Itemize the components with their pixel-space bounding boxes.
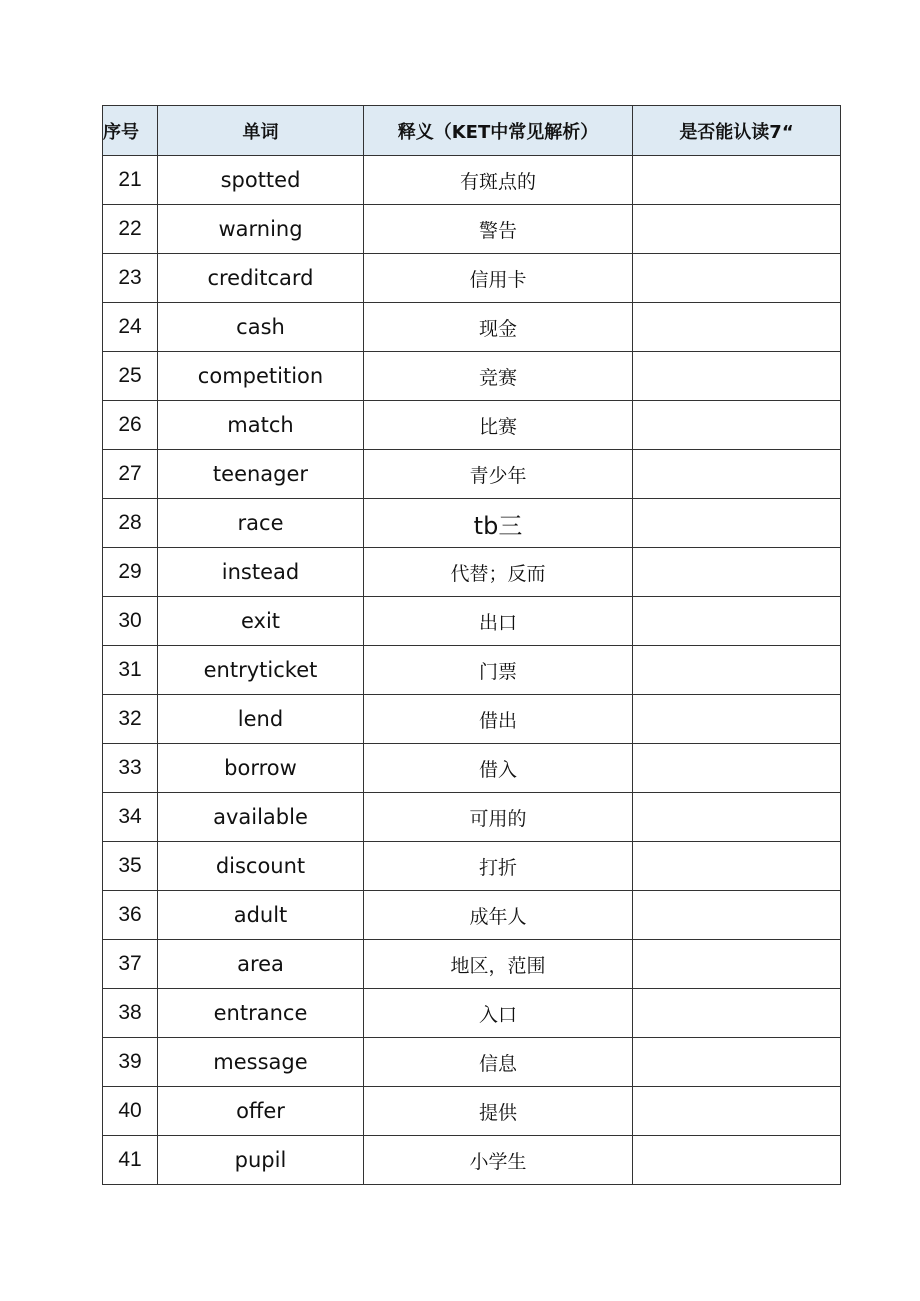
row-meaning: 比赛	[364, 401, 633, 450]
row-can-read-cell[interactable]	[633, 303, 841, 352]
row-word: message	[158, 1038, 364, 1087]
row-number: 39	[103, 1038, 158, 1087]
row-can-read-cell[interactable]	[633, 450, 841, 499]
table-body	[103, 156, 841, 1185]
row-word: borrow	[158, 744, 364, 793]
row-word: entryticket	[158, 646, 364, 695]
row-word: offer	[158, 1087, 364, 1136]
row-can-read-cell[interactable]	[633, 940, 841, 989]
row-number: 38	[103, 989, 158, 1038]
row-can-read-cell[interactable]	[633, 695, 841, 744]
row-can-read-cell[interactable]	[633, 205, 841, 254]
row-number: 26	[103, 401, 158, 450]
row-can-read-cell[interactable]	[633, 597, 841, 646]
vocabulary-table	[102, 105, 841, 1185]
header-word: 单词	[158, 106, 364, 156]
header-number: 序号	[103, 106, 158, 156]
header-meaning: 释义（KET中常见解析）	[364, 106, 633, 156]
row-number: 28	[103, 499, 158, 548]
table-row	[103, 1136, 841, 1185]
row-word: area	[158, 940, 364, 989]
row-number: 22	[103, 205, 158, 254]
row-meaning: 信用卡	[364, 254, 633, 303]
row-number: 23	[103, 254, 158, 303]
row-number: 41	[103, 1136, 158, 1185]
row-word: adult	[158, 891, 364, 940]
row-can-read-cell[interactable]	[633, 1136, 841, 1185]
row-meaning: 现金	[364, 303, 633, 352]
table-row	[103, 1038, 841, 1087]
table-row	[103, 1087, 841, 1136]
row-word: competition	[158, 352, 364, 401]
row-meaning: 青少年	[364, 450, 633, 499]
row-word: lend	[158, 695, 364, 744]
row-number: 32	[103, 695, 158, 744]
table-row	[103, 646, 841, 695]
row-word: warning	[158, 205, 364, 254]
row-number: 24	[103, 303, 158, 352]
row-meaning: 信息	[364, 1038, 633, 1087]
row-meaning: 入口	[364, 989, 633, 1038]
table-row	[103, 940, 841, 989]
row-number: 27	[103, 450, 158, 499]
row-word: available	[158, 793, 364, 842]
row-word: pupil	[158, 1136, 364, 1185]
row-word: race	[158, 499, 364, 548]
table-row	[103, 254, 841, 303]
row-word: creditcard	[158, 254, 364, 303]
row-can-read-cell[interactable]	[633, 254, 841, 303]
header-row	[103, 106, 841, 156]
table-row	[103, 548, 841, 597]
row-can-read-cell[interactable]	[633, 352, 841, 401]
row-can-read-cell[interactable]	[633, 793, 841, 842]
row-can-read-cell[interactable]	[633, 842, 841, 891]
row-word: exit	[158, 597, 364, 646]
row-number: 37	[103, 940, 158, 989]
row-can-read-cell[interactable]	[633, 1038, 841, 1087]
row-number: 40	[103, 1087, 158, 1136]
row-meaning: 可用的	[364, 793, 633, 842]
row-word: discount	[158, 842, 364, 891]
table-row	[103, 793, 841, 842]
row-number: 34	[103, 793, 158, 842]
table-row	[103, 156, 841, 205]
row-word: cash	[158, 303, 364, 352]
row-meaning: 有斑点的	[364, 156, 633, 205]
row-can-read-cell[interactable]	[633, 401, 841, 450]
row-word: instead	[158, 548, 364, 597]
row-number: 31	[103, 646, 158, 695]
row-meaning: 提供	[364, 1087, 633, 1136]
table-row	[103, 989, 841, 1038]
row-number: 30	[103, 597, 158, 646]
row-can-read-cell[interactable]	[633, 1087, 841, 1136]
table-row	[103, 450, 841, 499]
row-word: teenager	[158, 450, 364, 499]
row-meaning: 小学生	[364, 1136, 633, 1185]
row-meaning: 警告	[364, 205, 633, 254]
row-word: entrance	[158, 989, 364, 1038]
row-meaning: tb三	[364, 499, 633, 548]
table-row	[103, 205, 841, 254]
row-number: 35	[103, 842, 158, 891]
table-row	[103, 695, 841, 744]
row-number: 21	[103, 156, 158, 205]
table-header	[103, 106, 841, 156]
row-number: 36	[103, 891, 158, 940]
row-can-read-cell[interactable]	[633, 891, 841, 940]
table-row	[103, 891, 841, 940]
row-word: match	[158, 401, 364, 450]
table-row	[103, 499, 841, 548]
row-meaning: 成年人	[364, 891, 633, 940]
row-can-read-cell[interactable]	[633, 989, 841, 1038]
row-meaning: 竞赛	[364, 352, 633, 401]
row-meaning: 地区，范围	[364, 940, 633, 989]
row-can-read-cell[interactable]	[633, 744, 841, 793]
row-can-read-cell[interactable]	[633, 548, 841, 597]
row-can-read-cell[interactable]	[633, 156, 841, 205]
table-row	[103, 744, 841, 793]
row-number: 25	[103, 352, 158, 401]
row-meaning: 打折	[364, 842, 633, 891]
row-can-read-cell[interactable]	[633, 499, 841, 548]
row-meaning: 借入	[364, 744, 633, 793]
row-word: spotted	[158, 156, 364, 205]
table-row	[103, 597, 841, 646]
table-row	[103, 842, 841, 891]
row-can-read-cell[interactable]	[633, 646, 841, 695]
table-row	[103, 352, 841, 401]
table-row	[103, 303, 841, 352]
row-meaning: 借出	[364, 695, 633, 744]
row-meaning: 代替；反而	[364, 548, 633, 597]
row-number: 33	[103, 744, 158, 793]
row-number: 29	[103, 548, 158, 597]
row-meaning: 出口	[364, 597, 633, 646]
header-can-read: 是否能认读7“	[633, 106, 841, 156]
row-meaning: 门票	[364, 646, 633, 695]
table-row	[103, 401, 841, 450]
